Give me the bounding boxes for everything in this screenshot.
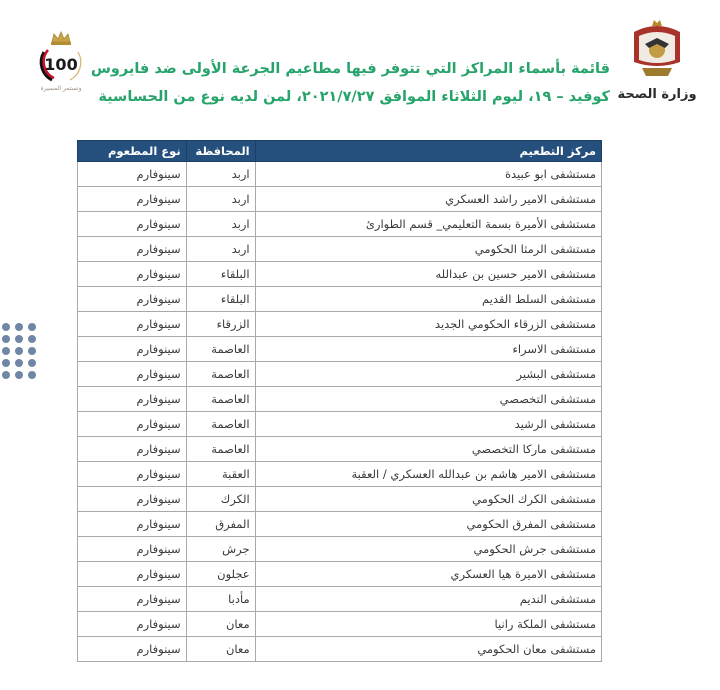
page-title-line-1: قائمة بأسماء المراكز التي تتوفر فيها مطاعيم الجرعة الأولى ضد فايروس xyxy=(90,61,610,77)
cell-vaccine: سينوفارم xyxy=(78,537,187,562)
page-title-line-2: كوفيد – ١٩، ليوم الثلاثاء الموافق ٢٠٢١/٧/٢٧، لمن لديه نوع من الحساسية xyxy=(98,89,610,105)
dot-grid-icon xyxy=(2,323,36,385)
table-row xyxy=(78,287,602,312)
coat-of-arms-logo xyxy=(628,18,686,82)
cell-vaccine: سينوفارم xyxy=(78,587,187,612)
dot-icon xyxy=(28,323,36,331)
cell-governorate: مأدبا xyxy=(186,587,255,612)
cell-vaccine: سينوفارم xyxy=(78,337,187,362)
cell-governorate: الزرقاء xyxy=(186,312,255,337)
cell-vaccine: سينوفارم xyxy=(78,212,187,237)
table-row xyxy=(78,212,602,237)
cell-governorate: جرش xyxy=(186,537,255,562)
cell-governorate: البلقاء xyxy=(186,287,255,312)
cell-center: مستشفى الامير حسين بن عبدالله xyxy=(255,262,601,287)
cell-center: مستشفى الملكة رانيا xyxy=(255,612,601,637)
cell-governorate: اربد xyxy=(186,237,255,262)
table-row xyxy=(78,362,602,387)
cell-governorate: معان xyxy=(186,637,255,662)
cell-governorate: العاصمة xyxy=(186,437,255,462)
centennial-logo xyxy=(32,28,90,94)
cell-vaccine: سينوفارم xyxy=(78,437,187,462)
dot-icon xyxy=(15,359,23,367)
centennial-number: 100 xyxy=(44,55,78,74)
centennial-caption: وتستمر المسيرة xyxy=(40,85,82,92)
cell-governorate: العاصمة xyxy=(186,337,255,362)
table-row xyxy=(78,162,602,187)
dot-icon xyxy=(28,371,36,379)
cell-vaccine: سينوفارم xyxy=(78,387,187,412)
centennial-crown-icon xyxy=(32,28,90,86)
cell-governorate: عجلون xyxy=(186,562,255,587)
dot-icon xyxy=(28,347,36,355)
dot-icon xyxy=(2,335,10,343)
table-row xyxy=(78,612,602,637)
cell-center: مستشفى النديم xyxy=(255,587,601,612)
dot-icon xyxy=(2,371,10,379)
cell-vaccine: سينوفارم xyxy=(78,612,187,637)
cell-governorate: العاصمة xyxy=(186,387,255,412)
cell-governorate: العقبة xyxy=(186,462,255,487)
column-header-center: مركز التطعيم xyxy=(255,141,601,162)
table-header-row xyxy=(78,141,602,162)
cell-center: مستشفى ابو عبيدة xyxy=(255,162,601,187)
table-row xyxy=(78,512,602,537)
coat-of-arms-icon xyxy=(628,18,686,82)
table-row xyxy=(78,187,602,212)
cell-vaccine: سينوفارم xyxy=(78,362,187,387)
cell-center: مستشفى جرش الحكومي xyxy=(255,537,601,562)
column-header-governorate: المحافظة xyxy=(186,141,255,162)
dot-icon xyxy=(15,371,23,379)
cell-vaccine: سينوفارم xyxy=(78,512,187,537)
cell-center: مستشفى الزرقاء الحكومي الجديد xyxy=(255,312,601,337)
cell-governorate: الكرك xyxy=(186,487,255,512)
cell-governorate: معان xyxy=(186,612,255,637)
cell-center: مستشفى الرمثا الحكومي xyxy=(255,237,601,262)
table-row xyxy=(78,387,602,412)
dot-icon xyxy=(15,335,23,343)
cell-center: مستشفى الأميرة بسمة التعليمي_ قسم الطوارئ xyxy=(255,212,601,237)
table-row xyxy=(78,487,602,512)
cell-vaccine: سينوفارم xyxy=(78,312,187,337)
cell-vaccine: سينوفارم xyxy=(78,237,187,262)
table-row xyxy=(78,587,602,612)
cell-governorate: البلقاء xyxy=(186,262,255,287)
cell-vaccine: سينوفارم xyxy=(78,637,187,662)
table-row xyxy=(78,337,602,362)
table-row xyxy=(78,437,602,462)
cell-center: مستشفى معان الحكومي xyxy=(255,637,601,662)
cell-center: مستشفى الامير راشد العسكري xyxy=(255,187,601,212)
cell-center: مستشفى السلط القديم xyxy=(255,287,601,312)
dot-icon xyxy=(2,347,10,355)
cell-center: مستشفى التخصصي xyxy=(255,387,601,412)
cell-vaccine: سينوفارم xyxy=(78,162,187,187)
cell-vaccine: سينوفارم xyxy=(78,187,187,212)
cell-center: مستشفى البشير xyxy=(255,362,601,387)
cell-center: مستشفى الكرك الحكومي xyxy=(255,487,601,512)
cell-vaccine: سينوفارم xyxy=(78,412,187,437)
cell-governorate: اربد xyxy=(186,212,255,237)
cell-center: مستشفى الرشيد xyxy=(255,412,601,437)
column-header-vaccine: نوع المطعوم xyxy=(78,141,187,162)
dot-icon xyxy=(2,359,10,367)
table-row xyxy=(78,262,602,287)
cell-governorate: اربد xyxy=(186,187,255,212)
cell-vaccine: سينوفارم xyxy=(78,562,187,587)
table-row xyxy=(78,462,602,487)
cell-governorate: العاصمة xyxy=(186,362,255,387)
table-row xyxy=(78,562,602,587)
cell-governorate: المفرق xyxy=(186,512,255,537)
vaccination-centers-table xyxy=(77,140,602,662)
cell-center: مستشفى الامير هاشم بن عبدالله العسكري / العقبة xyxy=(255,462,601,487)
cell-center: مستشفى الاسراء xyxy=(255,337,601,362)
cell-vaccine: سينوفارم xyxy=(78,462,187,487)
table-row xyxy=(78,537,602,562)
dot-icon xyxy=(15,323,23,331)
table-row xyxy=(78,312,602,337)
table-row xyxy=(78,412,602,437)
cell-governorate: العاصمة xyxy=(186,412,255,437)
cell-vaccine: سينوفارم xyxy=(78,262,187,287)
dot-icon xyxy=(15,347,23,355)
ministry-label: وزارة الصحة xyxy=(617,87,697,102)
cell-governorate: اربد xyxy=(186,162,255,187)
cell-center: مستشفى المفرق الحكومي xyxy=(255,512,601,537)
dot-icon xyxy=(28,335,36,343)
cell-center: مستشفى الاميرة هيا العسكري xyxy=(255,562,601,587)
table-row xyxy=(78,237,602,262)
table-row xyxy=(78,637,602,662)
dot-icon xyxy=(28,359,36,367)
cell-vaccine: سينوفارم xyxy=(78,487,187,512)
cell-center: مستشفى ماركا التخصصي xyxy=(255,437,601,462)
cell-vaccine: سينوفارم xyxy=(78,287,187,312)
dot-icon xyxy=(2,323,10,331)
